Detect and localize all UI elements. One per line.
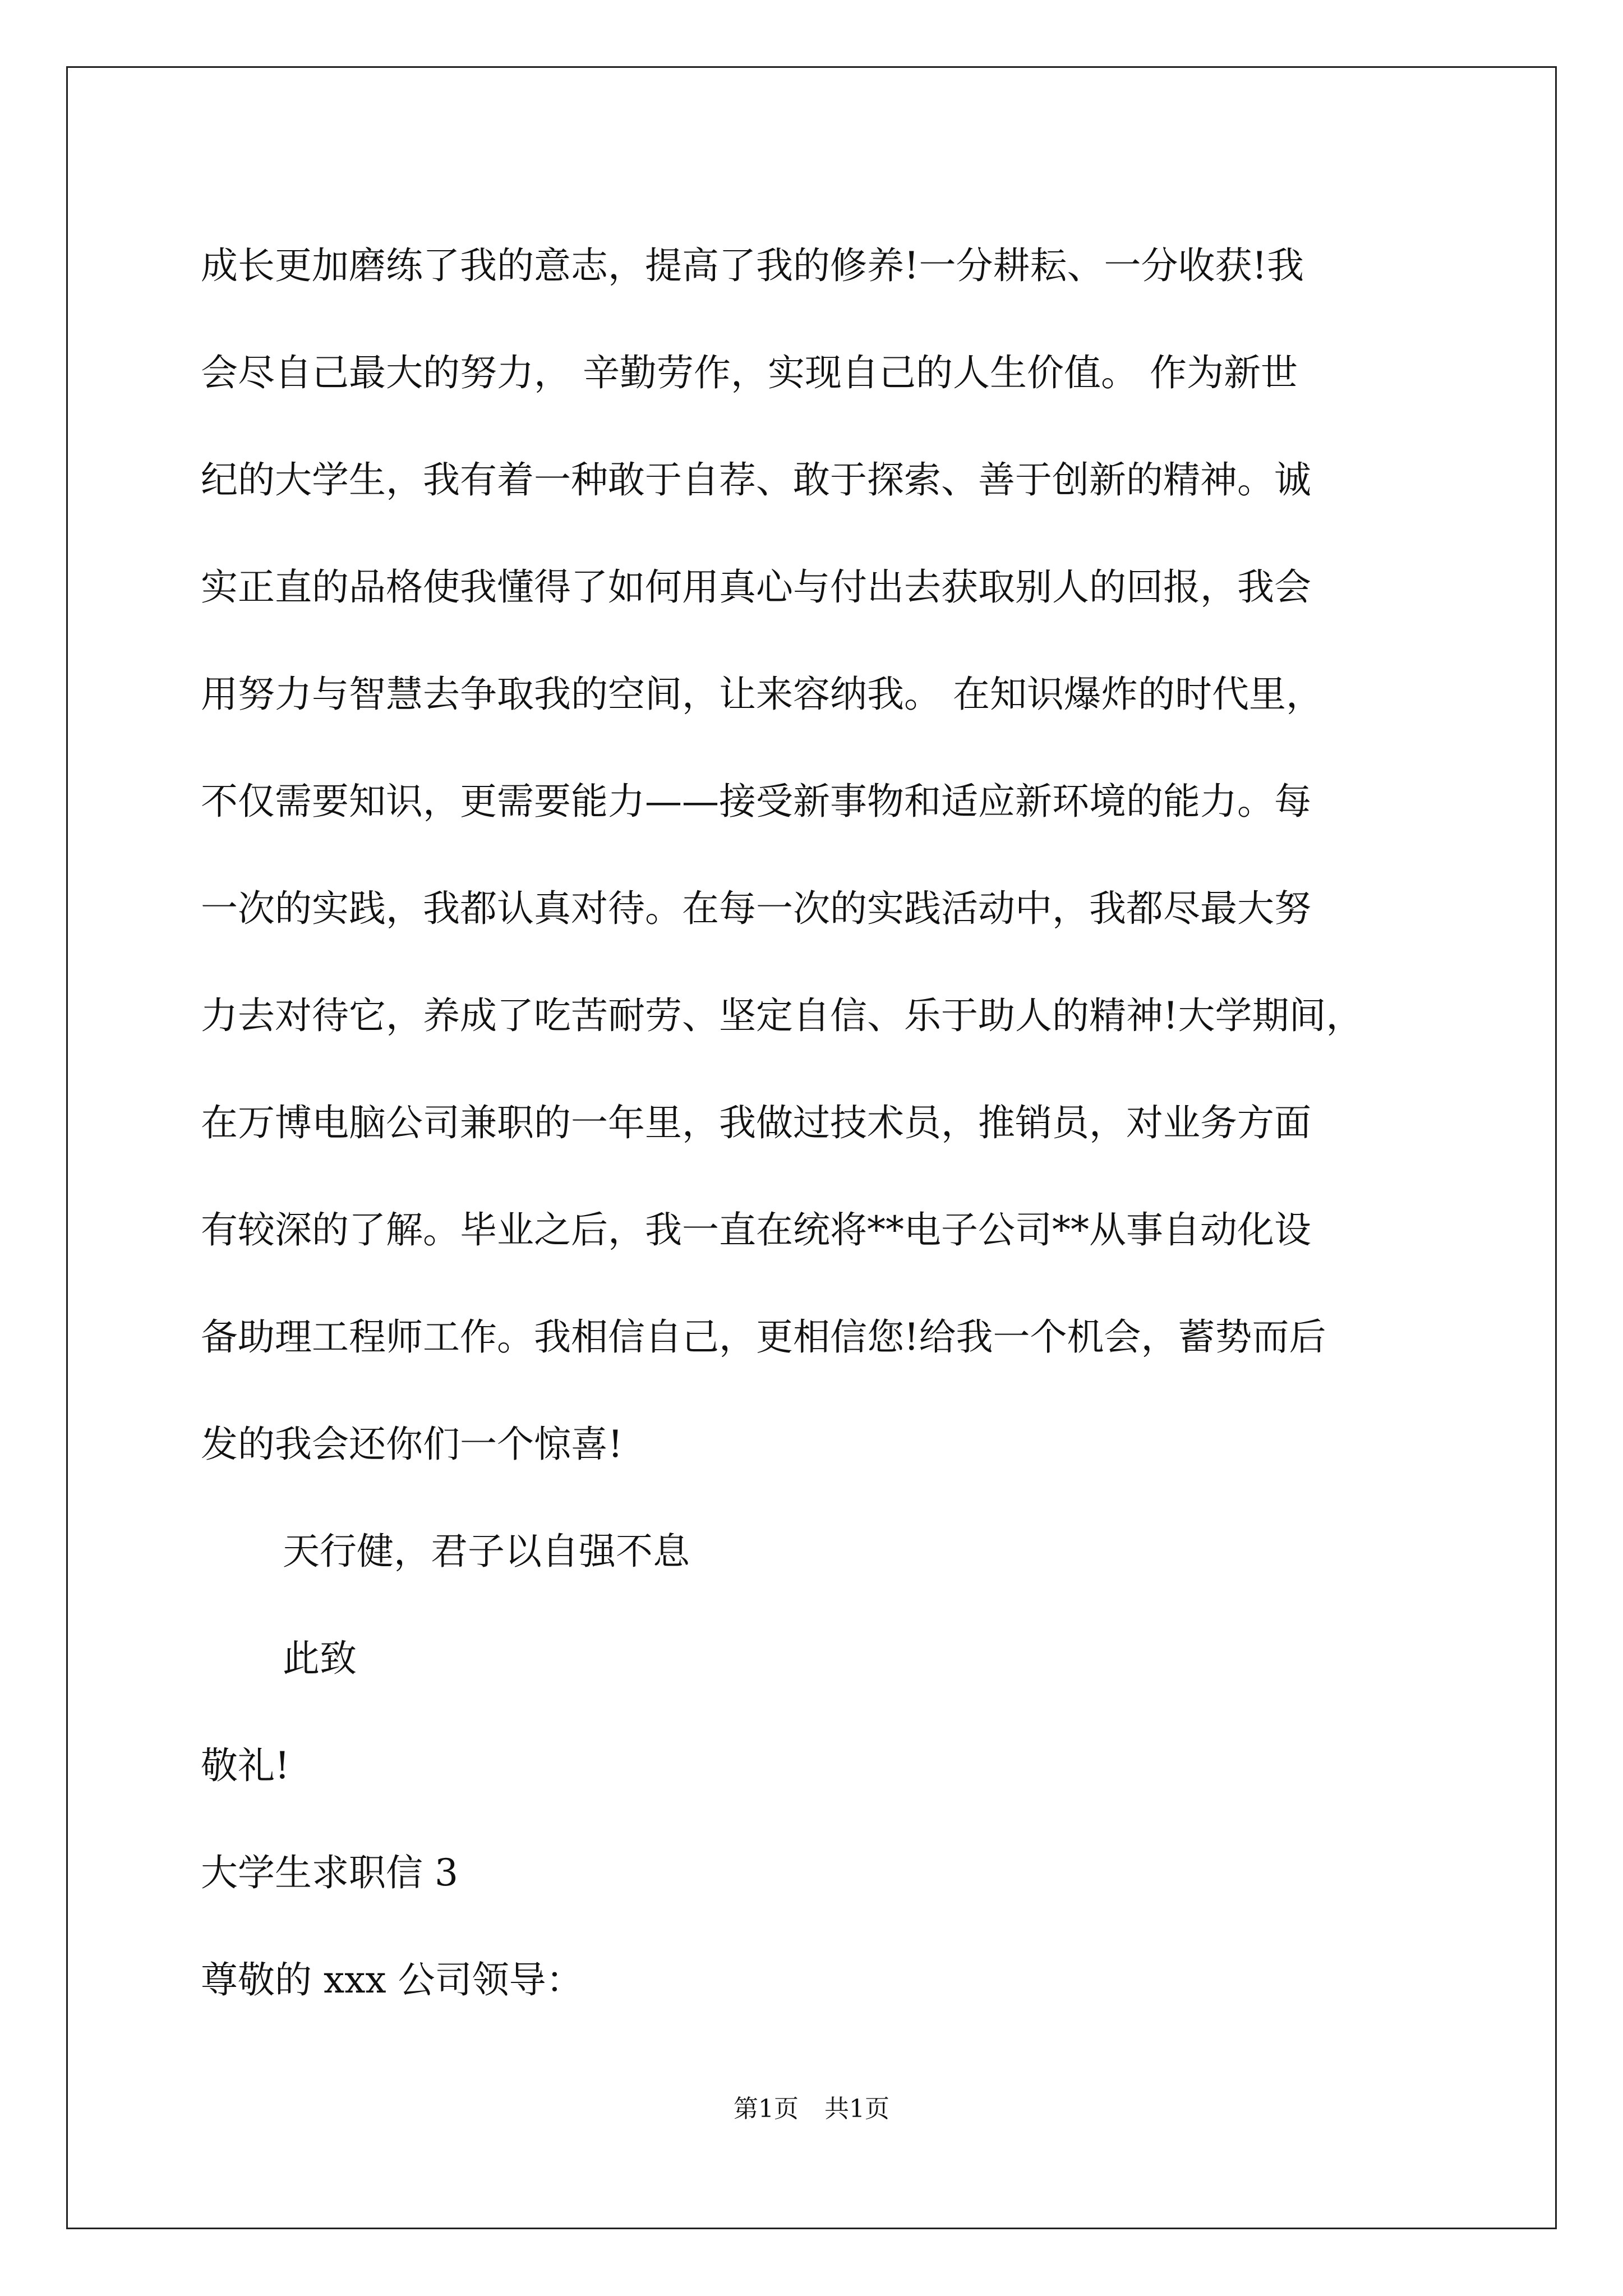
paragraph-line: 用努力与智慧去争取我的空间，让来容纳我。 在知识爆炸的时代里， [201, 673, 1323, 716]
paragraph-line: 纪的大学生，我有着一种敢于自荐、敢于探索、善于创新的精神。诚 [201, 458, 1311, 501]
page-total: 共1页 [824, 2095, 889, 2123]
paragraph-line: 在万博电脑公司兼职的一年里，我做过技术员，推销员，对业务方面 [201, 1101, 1311, 1144]
page-footer [0, 2092, 1623, 2126]
page-number: 第1页 [734, 2095, 799, 2123]
paragraph-line: 发的我会还你们一个惊喜! [201, 1423, 623, 1466]
paragraph-line: 有较深的了解。毕业之后，我一直在统将**电子公司**从事自动化设 [201, 1208, 1311, 1251]
closing-salutation: 此致 [283, 1637, 357, 1680]
paragraph-line: 一次的实践，我都认真对待。在每一次的实践活动中，我都尽最大努 [201, 887, 1311, 930]
letter-salutation: 尊敬的 xxx 公司领导： [201, 1958, 583, 2001]
paragraph-line: 力去对待它，养成了吃苦耐劳、坚定自信、乐于助人的精神!大学期间， [201, 994, 1363, 1037]
closing-regards: 敬礼! [201, 1744, 290, 1787]
paragraph-line: 会尽自己最大的努力， 辛勤劳作，实现自己的人生价值。 作为新世 [201, 351, 1298, 394]
motto: 天行健，君子以自强不息 [283, 1530, 690, 1573]
paragraph-line: 备助理工程师工作。我相信自己，更相信您!给我一个机会，蓄势而后 [201, 1315, 1326, 1359]
paragraph-line: 实正直的品格使我懂得了如何用真心与付出去获取别人的回报，我会 [201, 565, 1311, 609]
paragraph-line: 不仅需要知识，更需要能力——接受新事物和适应新环境的能力。每 [201, 780, 1311, 823]
document-body [201, 212, 1446, 2033]
section-title: 大学生求职信 3 [201, 1851, 458, 1894]
paragraph-line: 成长更加磨练了我的意志，提高了我的修养!一分耕耘、一分收获!我 [201, 244, 1304, 287]
